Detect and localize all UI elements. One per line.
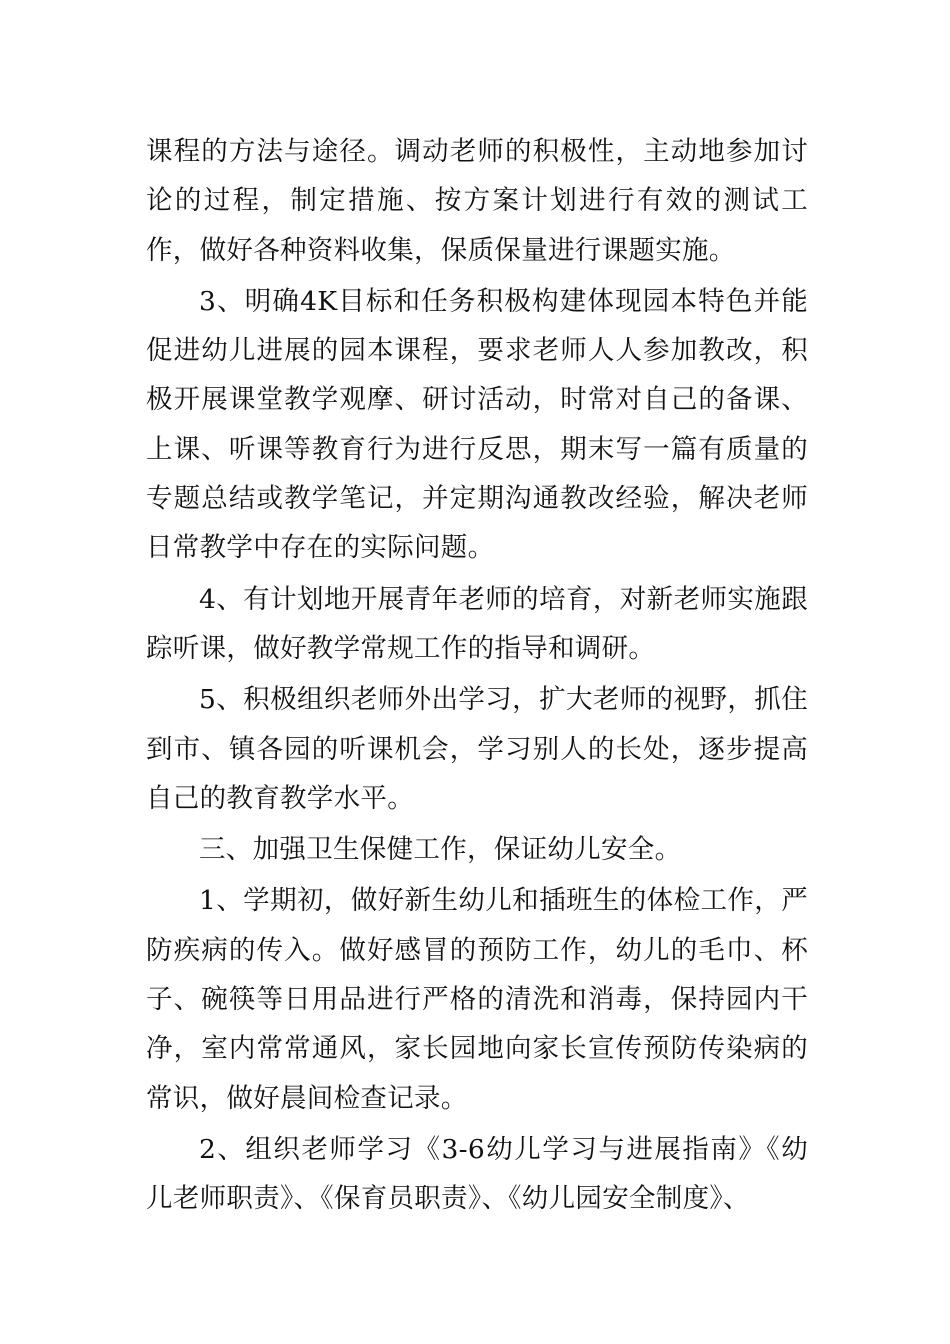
paragraph-item-4: 4、有计划地开展青年老师的培育，对新老师实施跟踪听课，做好教学常规工作的指导和调研。: [146, 583, 808, 664]
paragraph-continuation: 课程的方法与途径。调动老师的积极性，主动地参加讨论的过程，制定措施、按方案计划进行有效的测试工作，做好各种资料收集，保质保量进行课题实施。: [146, 136, 808, 266]
paragraph-health-2: 2、组织老师学习《3-6幼儿学习与进展指南》《幼儿老师职责》、《保育员职责》、《幼儿园安全制度》、: [146, 1133, 808, 1215]
paragraph-health-1: 1、学期初，做好新生幼儿和插班生的体检工作，严防疾病的传入。做好感冒的预防工作，幼儿的毛巾、杯子、碗筷等日用品进行严格的清洗和消毒，保持园内干净，室内常常通风，家长园地向家长宣传预防传染病的常识，做好晨间检查记录。: [146, 885, 808, 1114]
document-body: [146, 127, 808, 1226]
section-heading-3: 三、加强卫生保健工作，保证幼儿安全。: [199, 834, 682, 866]
paragraph-item-5: 5、积极组织老师外出学习，扩大老师的视野，抓住到市、镇各园的听课机会，学习别人的长处，逐步提高自己的教育教学水平。: [146, 684, 808, 814]
paragraph-item-3: 3、明确4K目标和任务积极构建体现园本特色并能促进幼儿进展的园本课程，要求老师人人参加教改，积极开展课堂教学观摩、研讨活动，时常对自己的备课、上课、听课等教育行为进行反思，期末写一篇有质量的专题总结或教学笔记，并定期沟通教改经验，解决老师日常教学中存在的实际问题。: [146, 285, 808, 564]
